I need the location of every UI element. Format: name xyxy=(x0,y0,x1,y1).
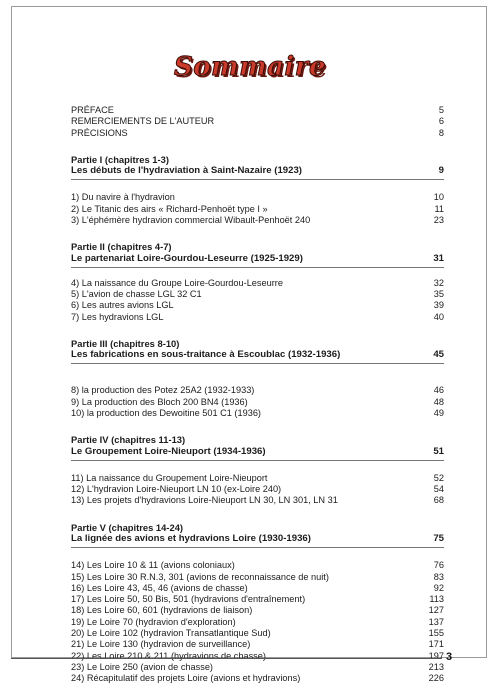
entry-label: 21) Le Loire 130 (hydravion de surveillance) xyxy=(71,639,251,650)
entry-label: 6) Les autres avions LGL xyxy=(71,300,174,311)
entry-page: 52 xyxy=(433,472,444,483)
entry-page: 92 xyxy=(433,582,444,593)
entry-label: 10) la production des Dewoitine 501 C1 (1936) xyxy=(71,408,261,419)
entry-label: PRÉCISIONS xyxy=(71,127,128,138)
part-title[interactable] xyxy=(71,253,444,268)
entry-label: 2) Le Titanic des airs « Richard-Penhoët type I » xyxy=(71,203,268,214)
entry-page: 226 xyxy=(428,673,444,684)
part-title[interactable] xyxy=(71,446,444,461)
entry-page: 83 xyxy=(433,571,444,582)
entry-page: 68 xyxy=(433,495,444,506)
part-title-page: 31 xyxy=(433,252,444,264)
toc-entry[interactable] xyxy=(71,572,444,583)
entry-page: 40 xyxy=(433,311,444,322)
toc-entry[interactable] xyxy=(71,397,444,408)
toc-entry[interactable] xyxy=(71,639,444,650)
toc-entry[interactable] xyxy=(71,651,444,662)
entry-page: 46 xyxy=(433,385,444,396)
entry-label: 3) L'éphémère hydravion commercial Wibault-Penhoët 240 xyxy=(71,214,311,225)
part-title-label: La lignée des avions et hydravions Loire (1930-1936) xyxy=(71,533,311,545)
entry-label: 13) Les projets d'hydravions Loire-Nieuport LN 30, LN 301, LN 31 xyxy=(71,495,338,506)
table-of-contents xyxy=(71,105,444,685)
entry-label: 11) La naissance du Groupement Loire-Nieuport xyxy=(71,472,268,483)
entry-page: 54 xyxy=(433,484,444,495)
part-title-label: Les débuts de l'hydraviation à Saint-Nazaire (1923) xyxy=(71,165,303,177)
entry-page: 48 xyxy=(433,396,444,407)
toc-entry[interactable] xyxy=(71,617,444,628)
entry-page: 213 xyxy=(428,661,444,672)
entry-page: 10 xyxy=(433,192,444,203)
entry-page: 5 xyxy=(438,105,444,115)
toc-entry[interactable] xyxy=(71,628,444,639)
entry-page: 155 xyxy=(428,628,444,639)
part-section xyxy=(71,434,444,506)
entry-label: 23) Le Loire 250 (avion de chasse) xyxy=(71,661,213,672)
entry-page: 35 xyxy=(433,289,444,300)
part-title-label: Les fabrications en sous-traitance à Escoublac (1932-1936) xyxy=(71,349,341,361)
toc-entry[interactable] xyxy=(71,495,444,506)
part-heading: Partie III (chapitres 8-10) xyxy=(71,337,180,349)
toc-entry[interactable] xyxy=(71,300,444,311)
entry-label: 5) L'avion de chasse LGL 32 C1 xyxy=(71,289,202,300)
toc-entry[interactable] xyxy=(71,408,444,419)
entry-page: 171 xyxy=(428,639,444,650)
entry-label: 22) Les Loire 210 & 211 (hydravions de chasse) xyxy=(71,650,266,661)
part-title-page: 51 xyxy=(433,445,444,457)
toc-entry[interactable] xyxy=(71,204,444,215)
toc-entry[interactable] xyxy=(71,560,444,571)
entry-page: 76 xyxy=(433,560,444,571)
part-heading: Partie IV (chapitres 11-13) xyxy=(71,434,186,446)
toc-entry[interactable] xyxy=(71,105,444,116)
entry-page: 6 xyxy=(438,116,444,127)
part-section xyxy=(71,154,444,226)
part-title-page: 75 xyxy=(433,533,444,545)
entry-label: 7) Les hydravions LGL xyxy=(71,311,164,322)
entry-label: 4) La naissance du Groupe Loire-Gourdou-Leseurre xyxy=(71,277,283,288)
footer-rule xyxy=(11,658,442,659)
front-matter xyxy=(71,105,444,139)
toc-entry[interactable] xyxy=(71,673,444,684)
toc-entry[interactable] xyxy=(71,594,444,605)
part-heading: Partie V (chapitres 14-24) xyxy=(71,521,184,533)
entry-page: 113 xyxy=(429,594,444,605)
part-heading: Partie I (chapitres 1-3) xyxy=(71,153,169,165)
entry-page: 11 xyxy=(434,203,444,214)
entry-label: 1) Du navire à l'hydravion xyxy=(71,192,175,203)
part-title[interactable] xyxy=(71,349,444,364)
toc-entry[interactable] xyxy=(71,312,444,323)
page-title: Sommaire xyxy=(173,52,327,82)
entry-page: 39 xyxy=(433,300,444,311)
toc-entry[interactable] xyxy=(71,473,444,484)
entry-label: 8) la production des Potez 25A2 (1932-1933) xyxy=(71,385,255,396)
part-section xyxy=(71,522,444,685)
part-title[interactable] xyxy=(71,533,444,548)
entry-page: 23 xyxy=(433,214,444,225)
part-title-label: Le Groupement Loire-Nieuport (1934-1936) xyxy=(71,445,266,457)
toc-entry[interactable] xyxy=(71,278,444,289)
part-title-page: 9 xyxy=(438,165,444,177)
entry-label: 16) Les Loire 43, 45, 46 (avions de chasse) xyxy=(71,582,248,593)
toc-entry[interactable] xyxy=(71,116,444,127)
toc-entry[interactable] xyxy=(71,289,444,300)
toc-entry[interactable] xyxy=(71,192,444,203)
entry-label: 19) Le Loire 70 (hydravion d'exploration) xyxy=(71,616,236,627)
entry-page: 32 xyxy=(433,277,444,288)
page-number: 3 xyxy=(446,651,453,663)
entry-label: 24) Récapitulatif des projets Loire (avions et hydravions) xyxy=(71,673,301,684)
entry-label: 18) Les Loire 60, 601 (hydravions de liaison) xyxy=(71,605,253,616)
entry-label: 12) L'hydravion Loire-Nieuport LN 10 (ex-Loire 240) xyxy=(71,484,282,495)
part-section xyxy=(71,241,444,323)
entry-page: 127 xyxy=(428,605,444,616)
entry-label: 14) Les Loire 10 & 11 (avions coloniaux) xyxy=(71,560,235,571)
toc-entry[interactable] xyxy=(71,215,444,226)
toc-entry[interactable] xyxy=(71,128,444,139)
entry-label: 9) La production des Bloch 200 BN4 (1936) xyxy=(71,396,248,407)
entry-page: 197 xyxy=(428,650,444,661)
toc-entry[interactable] xyxy=(71,484,444,495)
entry-page: 49 xyxy=(433,408,444,419)
part-title-label: Le partenariat Loire-Gourdou-Leseurre (1925-1929) xyxy=(71,252,303,264)
part-section xyxy=(71,338,444,419)
part-title-page: 45 xyxy=(433,349,444,361)
toc-entry[interactable] xyxy=(71,583,444,594)
entry-page: 137 xyxy=(428,616,444,627)
entry-label: REMERCIEMENTS DE L'AUTEUR xyxy=(71,116,215,127)
entry-page: 8 xyxy=(438,127,444,138)
entry-label: 17) Les Loire 50, 50 Bis, 501 (hydravions d'entraînement) xyxy=(71,594,306,605)
entry-label: PRÉFACE xyxy=(71,105,114,115)
entry-label: 15) Les Loire 30 R.N.3, 301 (avions de reconnaissance de nuit) xyxy=(71,571,329,582)
part-title[interactable] xyxy=(71,165,444,180)
entry-label: 20) Le Loire 102 (hydravion Transatlantique Sud) xyxy=(71,628,271,639)
toc-entry[interactable] xyxy=(71,662,444,673)
toc-entry[interactable] xyxy=(71,605,444,616)
toc-entry[interactable] xyxy=(71,385,444,396)
part-heading: Partie II (chapitres 4-7) xyxy=(71,241,172,253)
